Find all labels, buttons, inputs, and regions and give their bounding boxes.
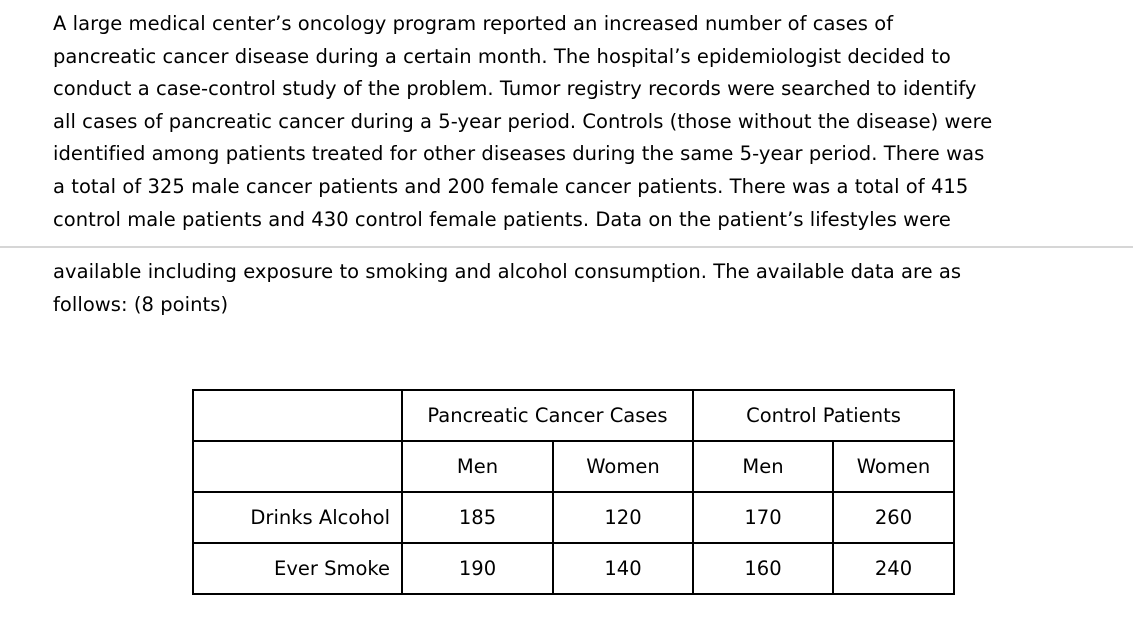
sub-header-controls-men: Men <box>693 441 833 492</box>
sub-header-controls-women: Women <box>833 441 954 492</box>
page-divider <box>0 246 1133 248</box>
table-row <box>193 543 954 594</box>
table-cell: 185 <box>402 492 553 543</box>
table-empty-cell <box>193 441 402 492</box>
table-cell: 160 <box>693 543 833 594</box>
text-line: all cases of pancreatic cancer during a 5-year period. Controls (those without the disease) were <box>53 109 993 133</box>
text-line: a total of 325 male cancer patients and 200 female cancer patients. There was a total of 415 <box>53 174 969 198</box>
text-line: follows: (8 points) <box>53 292 229 316</box>
table-cell: 120 <box>553 492 693 543</box>
paragraph-bottom <box>53 256 961 321</box>
text-line: A large medical center’s oncology program reported an increased number of cases of <box>53 12 894 35</box>
table-cell: 170 <box>693 492 833 543</box>
text-line: available including exposure to smoking and alcohol consumption. The available data are as <box>53 260 962 283</box>
row-label-smoke: Ever Smoke <box>193 543 402 594</box>
data-table <box>192 389 955 595</box>
group-header-controls: Control Patients <box>693 390 954 441</box>
sub-header-cases-men: Men <box>402 441 553 492</box>
table-cell: 240 <box>833 543 954 594</box>
table-sub-header-row <box>193 441 954 492</box>
table-cell: 260 <box>833 492 954 543</box>
text-line: pancreatic cancer disease during a certain month. The hospital’s epidemiologist decided to <box>53 44 951 68</box>
text-line: control male patients and 430 control female patients. Data on the patient’s lifestyles were <box>53 207 951 231</box>
sub-header-cases-women: Women <box>553 441 693 492</box>
text-line: identified among patients treated for other diseases during the same 5-year period. There was <box>53 142 985 166</box>
table-group-header-row <box>193 390 954 441</box>
group-header-cases: Pancreatic Cancer Cases <box>402 390 693 441</box>
table-corner-cell <box>193 390 402 441</box>
table-row <box>193 492 954 543</box>
table-cell: 190 <box>402 543 553 594</box>
table-cell: 140 <box>553 543 693 594</box>
paragraph-top <box>53 8 992 236</box>
text-line: conduct a case-control study of the problem. Tumor registry records were searched to identify <box>53 77 977 101</box>
row-label-alcohol: Drinks Alcohol <box>193 492 402 543</box>
